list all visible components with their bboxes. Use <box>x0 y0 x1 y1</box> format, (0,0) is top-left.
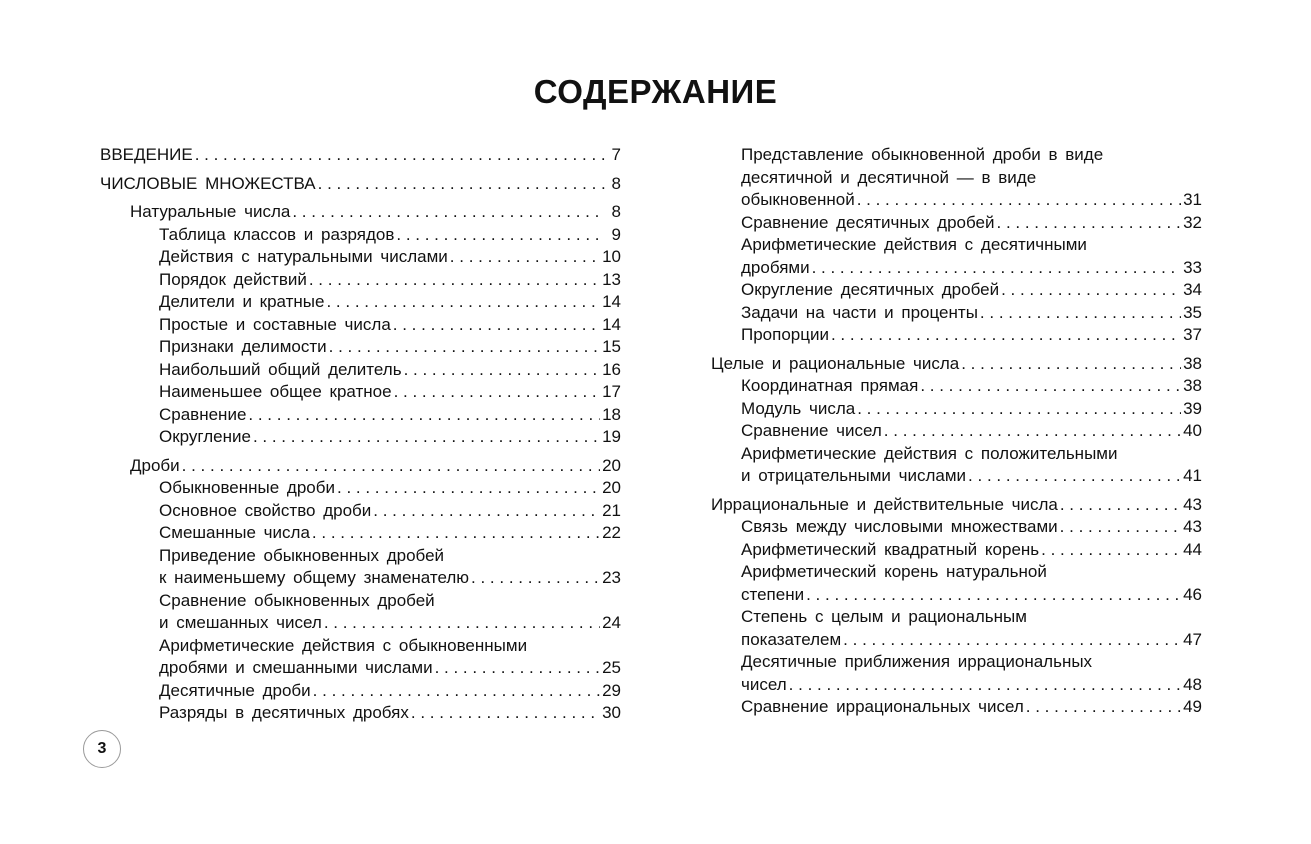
toc-entry[interactable] <box>711 375 1202 398</box>
dot-leader <box>248 404 600 427</box>
toc-entry[interactable] <box>100 635 621 680</box>
toc-entry-title: к наименьшему общему знаменателю <box>159 568 470 587</box>
dot-leader <box>843 629 1181 652</box>
dot-leader <box>373 500 600 523</box>
toc-entry[interactable] <box>100 702 621 725</box>
toc-right-column <box>711 144 1202 719</box>
toc-entry-page: 34 <box>1183 280 1202 299</box>
toc-entry[interactable] <box>100 455 621 478</box>
toc-entry-page: 8 <box>611 202 621 221</box>
toc-entry-page: 38 <box>1183 376 1202 395</box>
toc-entry-page: 43 <box>1183 494 1202 514</box>
toc-entry[interactable] <box>711 516 1202 539</box>
toc-entry-title-line: Сравнение обыкновенных дробей <box>159 590 435 610</box>
toc-entry-title: Разряды в десятичных дробях <box>159 703 409 722</box>
toc-entry-title: Натуральные числа <box>130 202 291 221</box>
toc-entry[interactable] <box>711 144 1202 212</box>
toc-entry-title: показателем <box>741 629 842 649</box>
dot-leader <box>806 584 1181 607</box>
toc-entry-page: 33 <box>1183 257 1202 277</box>
dot-leader <box>292 201 605 224</box>
toc-entry-title: Округление десятичных дробей <box>741 280 1000 299</box>
toc-entry-title-line: Десятичные приближения иррациональных <box>741 652 1093 671</box>
toc-entry-page: 10 <box>602 247 621 266</box>
toc-entry-title: обыкновенной <box>741 190 855 209</box>
toc-entry-title-line: Приведение обыкновенных дробей <box>159 545 445 565</box>
dot-leader <box>411 702 600 725</box>
toc-entry[interactable] <box>100 144 621 167</box>
toc-entry[interactable] <box>100 522 621 545</box>
toc-entry[interactable] <box>100 477 621 500</box>
toc-entry-title: Пропорции <box>741 325 829 344</box>
toc-entry-title-line: Арифметический корень натуральной <box>741 562 1047 581</box>
toc-entry-title-line: Представление обыкновенной дроби в виде <box>741 145 1104 164</box>
toc-entry-page: 7 <box>611 145 621 164</box>
toc-entry-page: 24 <box>602 613 621 632</box>
dot-leader <box>831 324 1181 347</box>
toc-entry[interactable] <box>711 606 1202 651</box>
toc-entry-page: 39 <box>1183 398 1202 418</box>
dot-leader <box>313 680 600 703</box>
toc-entry-page: 14 <box>602 292 621 311</box>
toc-entry-page: 20 <box>602 455 621 475</box>
dot-leader <box>920 375 1181 398</box>
toc-entry-title: Признаки делимости <box>159 337 327 356</box>
toc-entry[interactable] <box>100 201 621 224</box>
toc-entry[interactable] <box>100 426 621 449</box>
dot-leader <box>961 353 1181 376</box>
toc-entry[interactable] <box>100 336 621 359</box>
dot-leader <box>1060 494 1181 517</box>
toc-entry-title: Сравнение <box>159 404 247 424</box>
toc-entry-page: 43 <box>1183 517 1202 536</box>
toc-entry-title: и отрицательными числами <box>741 466 967 485</box>
toc-entry-page: 22 <box>602 523 621 542</box>
toc-entry-title-line: Арифметические действия с обыкновенными <box>159 635 528 655</box>
toc-entry-page: 31 <box>1183 190 1202 209</box>
toc-entry-page: 49 <box>1183 697 1202 716</box>
dot-leader <box>471 567 600 590</box>
toc-entry-title-line: Арифметические действия с положительными <box>741 443 1118 463</box>
toc-entry[interactable] <box>711 302 1202 325</box>
toc-entry-title: Смешанные числа <box>159 523 310 542</box>
toc-entry-title-line: Арифметические действия с десятичными <box>741 235 1087 254</box>
toc-entry-page: 35 <box>1183 302 1202 322</box>
page-number: 3 <box>97 740 107 757</box>
dot-leader <box>789 674 1181 697</box>
toc-entry[interactable] <box>100 173 621 196</box>
toc-entry-page: 17 <box>602 382 621 401</box>
toc-entry-page: 20 <box>602 478 621 497</box>
dot-leader <box>195 144 605 167</box>
toc-entry-title-line: Степень с целым и рациональным <box>741 607 1027 626</box>
toc-entry-page: 8 <box>611 173 621 193</box>
toc-entry-page: 38 <box>1183 353 1202 373</box>
dot-leader <box>326 291 600 314</box>
toc-entry[interactable] <box>100 545 621 590</box>
toc-entry-title: Делители и кратные <box>159 292 325 311</box>
dot-leader <box>812 257 1181 280</box>
toc-entry-page: 48 <box>1183 674 1202 694</box>
toc-entry[interactable] <box>711 324 1202 347</box>
toc-entry[interactable] <box>711 420 1202 443</box>
dot-leader <box>404 359 601 382</box>
toc-entry-title: Арифметический квадратный корень <box>741 539 1040 559</box>
dot-leader <box>309 269 600 292</box>
toc-entry-title: Сравнение иррациональных чисел <box>741 697 1024 716</box>
dot-leader <box>997 212 1182 235</box>
toc-entry-title: Иррациональные и действительные числа <box>711 494 1058 514</box>
toc-entry-page: 46 <box>1183 584 1202 604</box>
toc-entry[interactable] <box>711 494 1202 517</box>
toc-entry[interactable] <box>100 314 621 337</box>
dot-leader <box>435 657 601 680</box>
toc-entry-title: ВВЕДЕНИЕ <box>100 145 193 164</box>
toc-entry-page: 37 <box>1183 325 1202 344</box>
toc-entry-page: 44 <box>1183 539 1202 559</box>
dot-leader <box>857 398 1181 421</box>
toc-entry-page: 30 <box>602 703 621 722</box>
toc-entry[interactable] <box>711 212 1202 235</box>
toc-entry-title: Дроби <box>130 455 180 475</box>
dot-leader <box>980 302 1181 325</box>
toc-entry-page: 15 <box>602 337 621 356</box>
toc-entry-title-line: десятичной и десятичной — в виде <box>741 167 1037 187</box>
toc-entry-title: Целые и рациональные числа <box>711 353 960 373</box>
dot-leader <box>857 189 1181 212</box>
toc-entry-title: Связь между числовыми множествами <box>741 517 1058 536</box>
toc-entry[interactable] <box>100 246 621 269</box>
toc-entry[interactable] <box>100 404 621 427</box>
dot-leader <box>318 173 605 196</box>
toc-entry-title: Координатная прямая <box>741 376 919 395</box>
toc-entry-page: 18 <box>602 404 621 424</box>
dot-leader <box>324 612 600 635</box>
toc-entry-title: Округление <box>159 427 251 446</box>
toc-entry[interactable] <box>711 234 1202 279</box>
dot-leader <box>329 336 600 359</box>
toc-entry[interactable] <box>711 651 1202 696</box>
dot-leader <box>884 420 1181 443</box>
toc-entry-title: Десятичные дроби <box>159 680 311 700</box>
toc-entry[interactable] <box>100 359 621 382</box>
toc-entry-title: Простые и составные числа <box>159 314 391 334</box>
dot-leader <box>450 246 600 269</box>
toc-entry-page: 32 <box>1183 212 1202 232</box>
toc-entry-page: 21 <box>602 500 621 520</box>
toc-entry-title: дробями и смешанными числами <box>159 658 433 677</box>
toc-entry[interactable] <box>100 381 621 404</box>
toc-entry-title: Наибольший общий делитель <box>159 359 402 379</box>
toc-entry-title: дробями <box>741 257 810 277</box>
toc-entry-title: Действия с натуральными числами <box>159 247 448 266</box>
dot-leader <box>968 465 1181 488</box>
toc-entry-title: Сравнение десятичных дробей <box>741 212 995 232</box>
dot-leader <box>312 522 600 545</box>
toc-entry-page: 47 <box>1183 629 1202 649</box>
toc-entry-page: 9 <box>611 224 621 244</box>
toc-entry-title: степени <box>741 584 805 604</box>
toc-entry[interactable] <box>100 224 621 247</box>
dot-leader <box>1001 279 1181 302</box>
toc-entry-page: 23 <box>602 568 621 587</box>
toc-entry[interactable] <box>711 443 1202 488</box>
dot-leader <box>253 426 600 449</box>
dot-leader <box>1041 539 1181 562</box>
toc-entry-title: и смешанных чисел <box>159 613 322 632</box>
toc-entry-title: Сравнение чисел <box>741 421 882 440</box>
toc-entry[interactable] <box>711 696 1202 719</box>
toc-entry-page: 19 <box>602 427 621 446</box>
toc-entry-title: Модуль числа <box>741 398 856 418</box>
dot-leader <box>337 477 600 500</box>
toc-entry[interactable] <box>711 539 1202 562</box>
toc-entry-title: ЧИСЛОВЫЕ МНОЖЕСТВА <box>100 173 316 193</box>
toc-entry[interactable] <box>100 269 621 292</box>
toc-entry-title: Таблица классов и разрядов <box>159 224 395 244</box>
toc-entry-page: 40 <box>1183 421 1202 440</box>
toc-entry-page: 41 <box>1183 466 1202 485</box>
dot-leader <box>394 381 601 404</box>
toc-entry-page: 25 <box>602 658 621 677</box>
dot-leader <box>1060 516 1181 539</box>
toc-entry-page: 14 <box>602 314 621 334</box>
toc-entry-title: Основное свойство дроби <box>159 500 372 520</box>
toc-entry[interactable] <box>100 500 621 523</box>
dot-leader <box>393 314 600 337</box>
dot-leader <box>396 224 605 247</box>
toc-entry[interactable] <box>711 561 1202 606</box>
toc-left-column <box>100 144 621 725</box>
toc-entry-title: Наименьшее общее кратное <box>159 382 392 401</box>
toc-entry-title: Обыкновенные дроби <box>159 478 335 497</box>
toc-entry[interactable] <box>100 291 621 314</box>
dot-leader <box>1026 696 1181 719</box>
toc-entry[interactable] <box>711 398 1202 421</box>
page-number-badge <box>83 730 121 768</box>
toc-entry-page: 16 <box>602 359 621 379</box>
toc-entry-title: Задачи на части и проценты <box>741 302 978 322</box>
toc-entry[interactable] <box>711 353 1202 376</box>
toc-entry-page: 29 <box>602 680 621 700</box>
toc-entry[interactable] <box>100 680 621 703</box>
toc-entry[interactable] <box>711 279 1202 302</box>
page-title: СОДЕРЖАНИЕ <box>533 73 778 110</box>
toc-entry-title: Порядок действий <box>159 269 307 289</box>
toc-entry[interactable] <box>100 590 621 635</box>
toc-entry-page: 13 <box>602 269 621 289</box>
dot-leader <box>182 455 600 478</box>
toc-entry-title: чисел <box>741 674 787 694</box>
